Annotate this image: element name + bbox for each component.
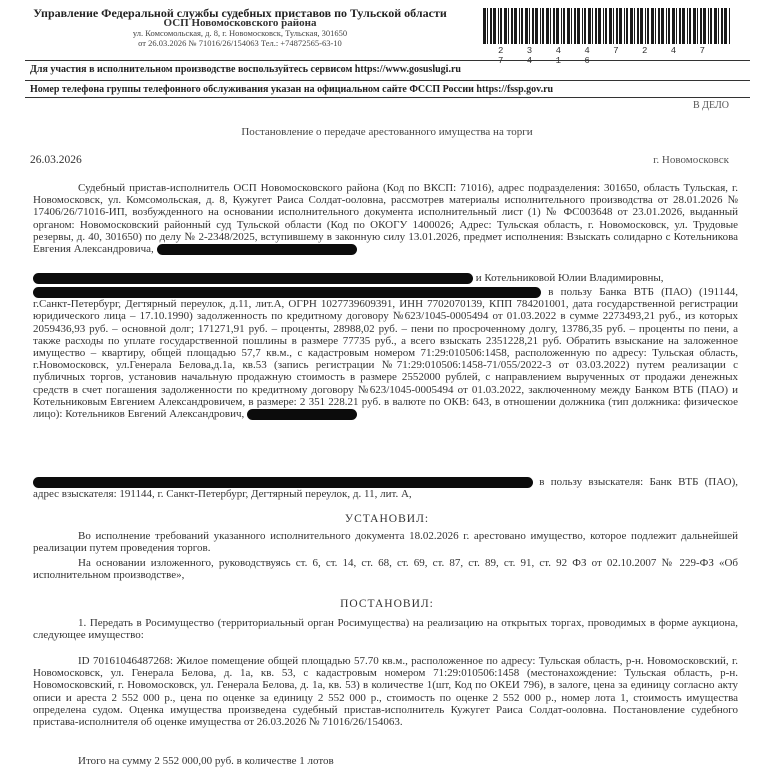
phone-notice: Номер телефона группы телефонного обслуживания указан на официальном сайте ФССП России https://fssp.gov.ru (30, 84, 554, 95)
divider (25, 60, 750, 61)
paragraph-property: ID 70161046487268: Жилое помещение общей площадью 57.70 кв.м., расположенное по адресу: Тульская область, р-н. Новомосковский, г. Новомосковск, ул. Генерала Белова, д. 1а, кв. 53, с кадастровым номером 71:29:010506:1458 (местонахождение: Тульская область, р-н. Новомосковский, г. Новомосковск, ул. Генерала Белова, д. 1а, кв. 53) в количестве 1(шт, Код по ОКЕИ 796), в залоге, цена за единицу согласно акту описи и ареста 2 552 000 р., цена по оценке за единицу 2 552 000 р., стоимость по оценке 2 552 000 р., номер лота 1, стоимость имущества определена судом. Оценка имущества произведена судебный пристав-исполнитель Кужугет Раиса Солдат-ооловна. Постановление судебного пристава-исполнителя об оценке имущества от 26.03.2026 № 71016/26/154063. (33, 655, 738, 729)
document-reference: от 26.03.2026 № 71016/26/154063 Тел.: +74872565-63-10 (138, 38, 342, 48)
redaction (33, 287, 541, 298)
paragraph-claim-text: в пользу Банка ВТБ (ПАО) (191144, г.Санкт-Петербург, Дегтярный переулок, д.11, лит.А, ОГРН 1027739609391, ИНН 7702070139, КПП 784201001, дата государственной регистрации юридического лица – 17.10.1990) задолженность по кредитному договору №623/1045-0005494 от 01.03.2022 в сумме 2273493,21 руб., из которых 2059436,93 руб. – основной долг; 171271,91 руб. – проценты, 28988,02 руб. – пени по просроченному долгу, 13786,35 руб. – проценты по пени, а также расходы по уплате государственной пошлины в размере 77735 руб., а всего взыскать 2351228,21 руб. Обратить взыскание на заложенное имущество – квартиру, общей площадью 57,7 кв.м., с кадастровым номером 71:29:010506:1458, расположенную по адресу: Тульская область, г.Новомосковск, ул.Генерала Белова,д.1а, кв.53 (запись регистрации №71:29:010506:1458-71/055/2022-3 от 03.03.2022) путем реализации с публичных торгов, установив начальную продажную стоимость в размере 2552000 рублей, с направлением вырученных от продажи денежных средств в счет погашения задолженности по кредитному договору №623/1045-0005494 от 01.03.2022, заключенному между Банком ВТБ (ПАО) и Котельниковым Евгением Александровичем, в размере: 2 351 228.21 руб. в валюте по ОКВ: 643, в отношении должника (тип должника: физическое лицо): Котельников Евгений Александрович, (33, 286, 739, 421)
paragraph-main-text: Судебный пристав-исполнитель ОСП Новомосковского района (Код по ВКСП: 71016), адрес подразделения: 301650, область Тульская, г. Новомосковск, ул. Комсомольская, д. 8, Кужугет Раиса Солдат-ооловна, рассмотрев материалы исполнительного производства от 28.01.2026 № 17406/26/71016-ИП, возбужденного на основании исполнительного документа исполнительный лист (1) № ФС003648 от 23.01.2026, выданный органом: Новомосковский районный суд Тульской области (Код по ОКОГУ 1400026; Адрес: Тульская область, г. Новомосковск, ул. Трудовые резервы, д. 40, 301650) по делу № 2-2348/2025, вступившему в законную силу 13.01.2026, предмет исполнения: Взыскать солидарно с Котельникова Евгения Александровича, (33, 182, 738, 256)
heading-postanovil: ПОСТАНОВИЛ: (340, 598, 434, 610)
paragraph-decision: 1. Передать в Росимущество (территориальный орган Росимущества) на реализацию на открытых торгах, проводимых в форме аукциона, следующее имущество: (33, 617, 738, 642)
redaction (33, 477, 533, 488)
barcode (483, 8, 733, 48)
agency-header (30, 8, 450, 48)
redaction (247, 409, 357, 420)
paragraph-debtor2-text: и Котельниковой Юлии Владимировны, (475, 272, 664, 284)
v-delo-mark: В ДЕЛО (693, 100, 729, 111)
paragraph-established: Во исполнение требований указанного исполнительного документа 18.02.2026 г. арестовано имущество, которое подлежит дальнейшей реализации путем проведения торгов. (33, 530, 738, 555)
paragraph-main (33, 182, 738, 255)
divider (25, 80, 750, 81)
document-title: Постановление о передаче арестованного имущества на торги (241, 126, 533, 138)
divider (25, 97, 750, 98)
paragraph-total: Итого на сумму 2 552 000,00 руб. в количестве 1 лотов (78, 755, 334, 767)
heading-ustanovil: УСТАНОВИЛ: (344, 513, 430, 525)
paragraph-legal-basis: На основании изложенного, руководствуясь ст. 6, ст. 14, ст. 68, ст. 69, ст. 87, ст. 89, ст. 91, ст. 92 ФЗ от 02.10.2007 № 229-ФЗ «Об исполнительном производстве», (33, 557, 738, 582)
agency-address: ул. Комсомольская, д. 8, г. Новомосковск, Тульская, 301650 (132, 28, 348, 38)
document-city: г. Новомосковск (653, 154, 729, 166)
paragraph-creditor (33, 476, 738, 500)
document-date: 26.03.2026 (30, 154, 82, 166)
paragraph-creditor-text: в пользу взыскателя: Банк ВТБ (ПАО), адрес взыскателя: 191144, г. Санкт-Петербург, Дегтярный переулок, д. 11, лит. А, (33, 476, 738, 501)
paragraph-claim (33, 286, 738, 420)
redaction (33, 273, 473, 284)
department-name: ОСП Новомосковского района (163, 17, 317, 29)
barcode-digits: 2 3 4 4 7 2 4 7 7 4 1 6 (498, 46, 715, 66)
paragraph-debtor2 (33, 272, 738, 284)
agency-name: Управление Федеральной службы судебных приставов по Тульской области (33, 6, 447, 20)
redaction (157, 244, 357, 255)
gosuslugi-notice: Для участия в исполнительном производстве воспользуйтесь сервисом https://www.gosuslugi.ru (30, 64, 461, 75)
